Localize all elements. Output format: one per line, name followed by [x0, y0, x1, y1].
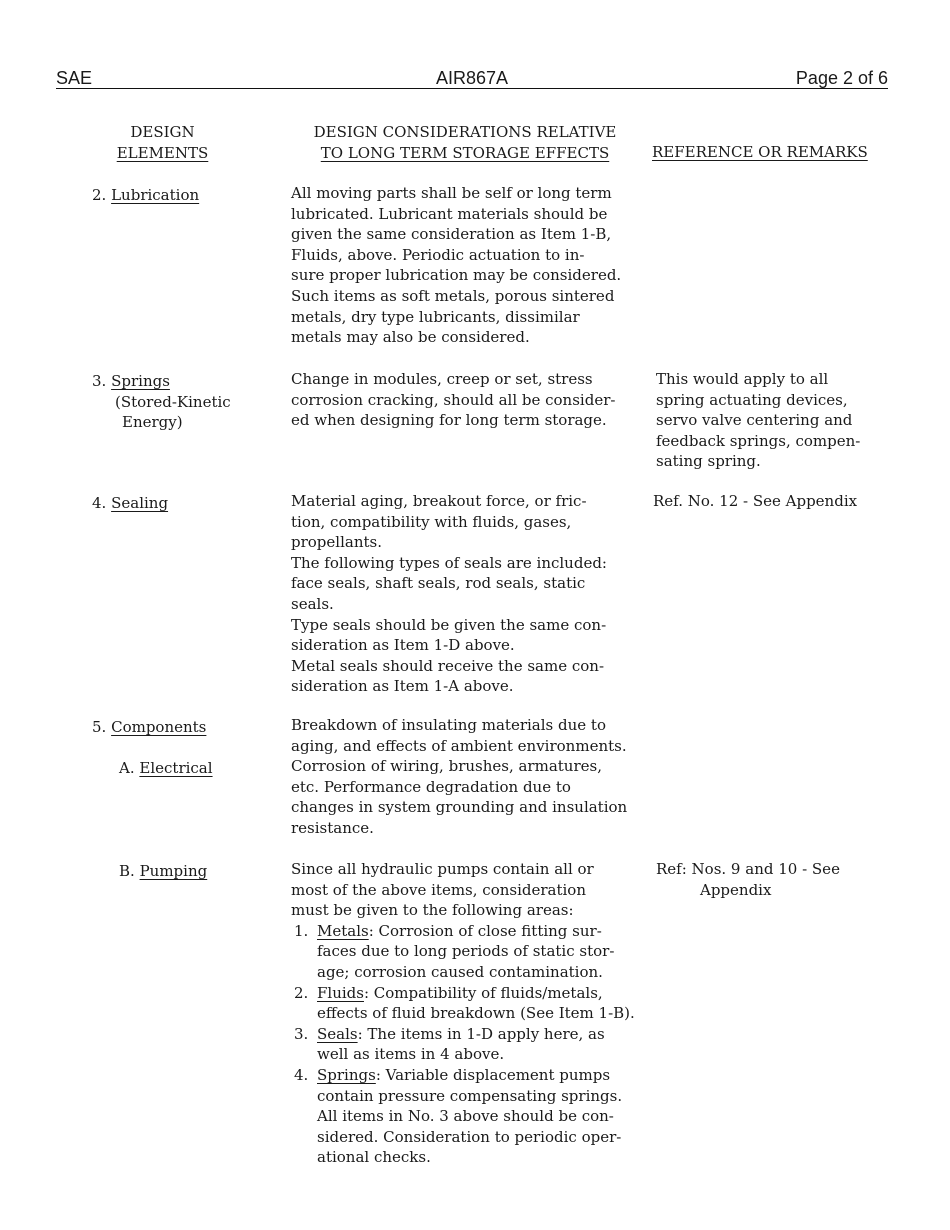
- element-title: Lubrication: [111, 186, 200, 204]
- element-title: Components: [111, 718, 207, 736]
- column-heading-considerations: [290, 122, 640, 163]
- list-number: 4.: [294, 1065, 309, 1084]
- text-line: face seals, shaft seals, rod seals, static: [291, 574, 586, 593]
- list-number: 3.: [294, 1024, 309, 1043]
- text-line: sideration as Item 1-D above.: [291, 636, 515, 655]
- element-number: 2.: [92, 186, 107, 204]
- list-number: 2.: [294, 983, 309, 1002]
- element-number: 5.: [92, 718, 107, 736]
- column-heading-design-elements: [110, 122, 215, 163]
- text-line: metals may also be considered.: [291, 328, 530, 347]
- remark-line: Appendix: [700, 880, 772, 899]
- element-letter: B.: [119, 862, 135, 880]
- text-line: well as items in 4 above.: [317, 1045, 505, 1064]
- text-line: lubricated. Lubricant materials should be: [291, 204, 608, 223]
- text-line: ed when designing for long term storage.: [291, 411, 607, 430]
- header-page-number: Page 2 of 6: [795, 68, 888, 88]
- text-line: must be given to the following areas:: [291, 901, 574, 920]
- text-line: effects of fluid breakdown (See Item 1-B).: [317, 1004, 635, 1023]
- header-doc-number: AIR867A: [435, 68, 509, 88]
- page-header: [56, 68, 888, 89]
- text-line: aging, and effects of ambient environments.: [291, 736, 627, 755]
- element-number: 3.: [92, 372, 107, 390]
- list-text: : The items in 1-D apply here, as: [357, 1024, 605, 1043]
- remark-line: spring actuating devices,: [656, 390, 848, 409]
- text-line: tion, compatibility with fluids, gases,: [291, 512, 572, 531]
- text-line: seals.: [291, 594, 334, 613]
- list-label: Seals: [317, 1024, 358, 1043]
- remark-line: feedback springs, compen-: [656, 431, 861, 450]
- springs-remarks: [656, 369, 860, 472]
- list-item: [291, 983, 635, 1004]
- text-line: Breakdown of insulating materials due to: [291, 716, 606, 734]
- column-heading-line: ELEMENTS: [116, 143, 209, 162]
- text-line: given the same consideration as Item 1-B,: [291, 225, 612, 244]
- text-line: Corrosion of wiring, brushes, armatures,: [291, 757, 602, 776]
- text-line: ational checks.: [317, 1148, 431, 1167]
- text-line: metals, dry type lubricants, dissimilar: [291, 307, 580, 326]
- text-line: sure proper lubrication may be considered.: [291, 266, 622, 285]
- lubrication-description: [291, 183, 621, 348]
- text-line: The following types of seals are included:: [291, 553, 607, 572]
- text-line: etc. Performance degradation due to: [291, 777, 571, 796]
- text-line: All items in No. 3 above should be con-: [317, 1107, 614, 1126]
- list-number: 1.: [294, 921, 309, 940]
- column-heading-line: DESIGN CONSIDERATIONS RELATIVE: [313, 123, 617, 141]
- text-line: Metal seals should receive the same con-: [291, 656, 605, 675]
- list-item: [291, 1065, 635, 1086]
- element-sealing: [92, 493, 168, 514]
- sealing-description: [291, 491, 607, 697]
- text-line: sideration as Item 1-A above.: [291, 677, 514, 696]
- list-text: : Compatibility of fluids/metals,: [363, 983, 603, 1002]
- header-org: SAE: [56, 68, 93, 88]
- text-line: Material aging, breakout force, or fric-: [291, 492, 587, 510]
- text-line: faces due to long periods of static stor-: [317, 942, 615, 961]
- list-text: : Variable displacement pumps: [375, 1065, 611, 1084]
- element-subtitle: Energy): [122, 413, 183, 432]
- text-line: contain pressure compensating springs.: [317, 1086, 623, 1105]
- element-subtitle: (Stored-Kinetic: [115, 392, 231, 411]
- element-lubrication: [92, 185, 199, 206]
- element-letter: A.: [119, 759, 135, 777]
- text-line: resistance.: [291, 818, 374, 837]
- list-text: : Corrosion of close fitting sur-: [368, 921, 602, 940]
- column-heading-line: DESIGN: [130, 123, 195, 141]
- element-components: [92, 717, 206, 738]
- pumping-description: [291, 859, 635, 1168]
- list-label: Metals: [317, 921, 369, 940]
- element-pumping: [119, 861, 207, 882]
- pumping-remarks: [656, 859, 840, 900]
- text-line: Change in modules, creep or set, stress: [291, 370, 593, 388]
- element-title: Sealing: [111, 494, 169, 512]
- list-item: [291, 921, 635, 942]
- element-title: Electrical: [139, 759, 213, 777]
- springs-description: [291, 369, 615, 431]
- text-line: changes in system grounding and insulation: [291, 798, 628, 817]
- list-label: Springs: [317, 1065, 376, 1084]
- remark-line: sating spring.: [656, 452, 761, 471]
- remark-line: Ref: Nos. 9 and 10 - See: [656, 860, 840, 878]
- remark-line: servo valve centering and: [656, 411, 853, 430]
- text-line: most of the above items, consideration: [291, 880, 586, 899]
- element-title: Pumping: [139, 862, 208, 880]
- element-number: 4.: [92, 494, 107, 512]
- list-label: Fluids: [317, 983, 364, 1002]
- text-line: sidered. Consideration to periodic oper-: [317, 1127, 622, 1146]
- remark-line: This would apply to all: [656, 370, 829, 388]
- text-line: Since all hydraulic pumps contain all or: [291, 860, 594, 878]
- remark-line: Ref. No. 12 - See Appendix: [653, 492, 858, 510]
- text-line: corrosion cracking, should all be consider-: [291, 390, 616, 409]
- text-line: Fluids, above. Periodic actuation to in-: [291, 245, 585, 264]
- sealing-remarks: [653, 491, 857, 512]
- text-line: All moving parts shall be self or long term: [291, 184, 612, 202]
- text-line: Such items as soft metals, porous sintered: [291, 286, 615, 305]
- electrical-description: [291, 715, 627, 839]
- element-electrical: [119, 758, 213, 779]
- element-title: Springs: [111, 372, 170, 390]
- list-item: [291, 1024, 635, 1045]
- text-line: propellants.: [291, 533, 382, 552]
- column-heading-remarks: REFERENCE OR REMARKS: [652, 143, 868, 161]
- element-springs: [92, 371, 231, 433]
- column-heading-line: TO LONG TERM STORAGE EFFECTS: [320, 143, 610, 162]
- text-line: age; corrosion caused contamination.: [317, 962, 603, 981]
- text-line: Type seals should be given the same con-: [291, 615, 607, 634]
